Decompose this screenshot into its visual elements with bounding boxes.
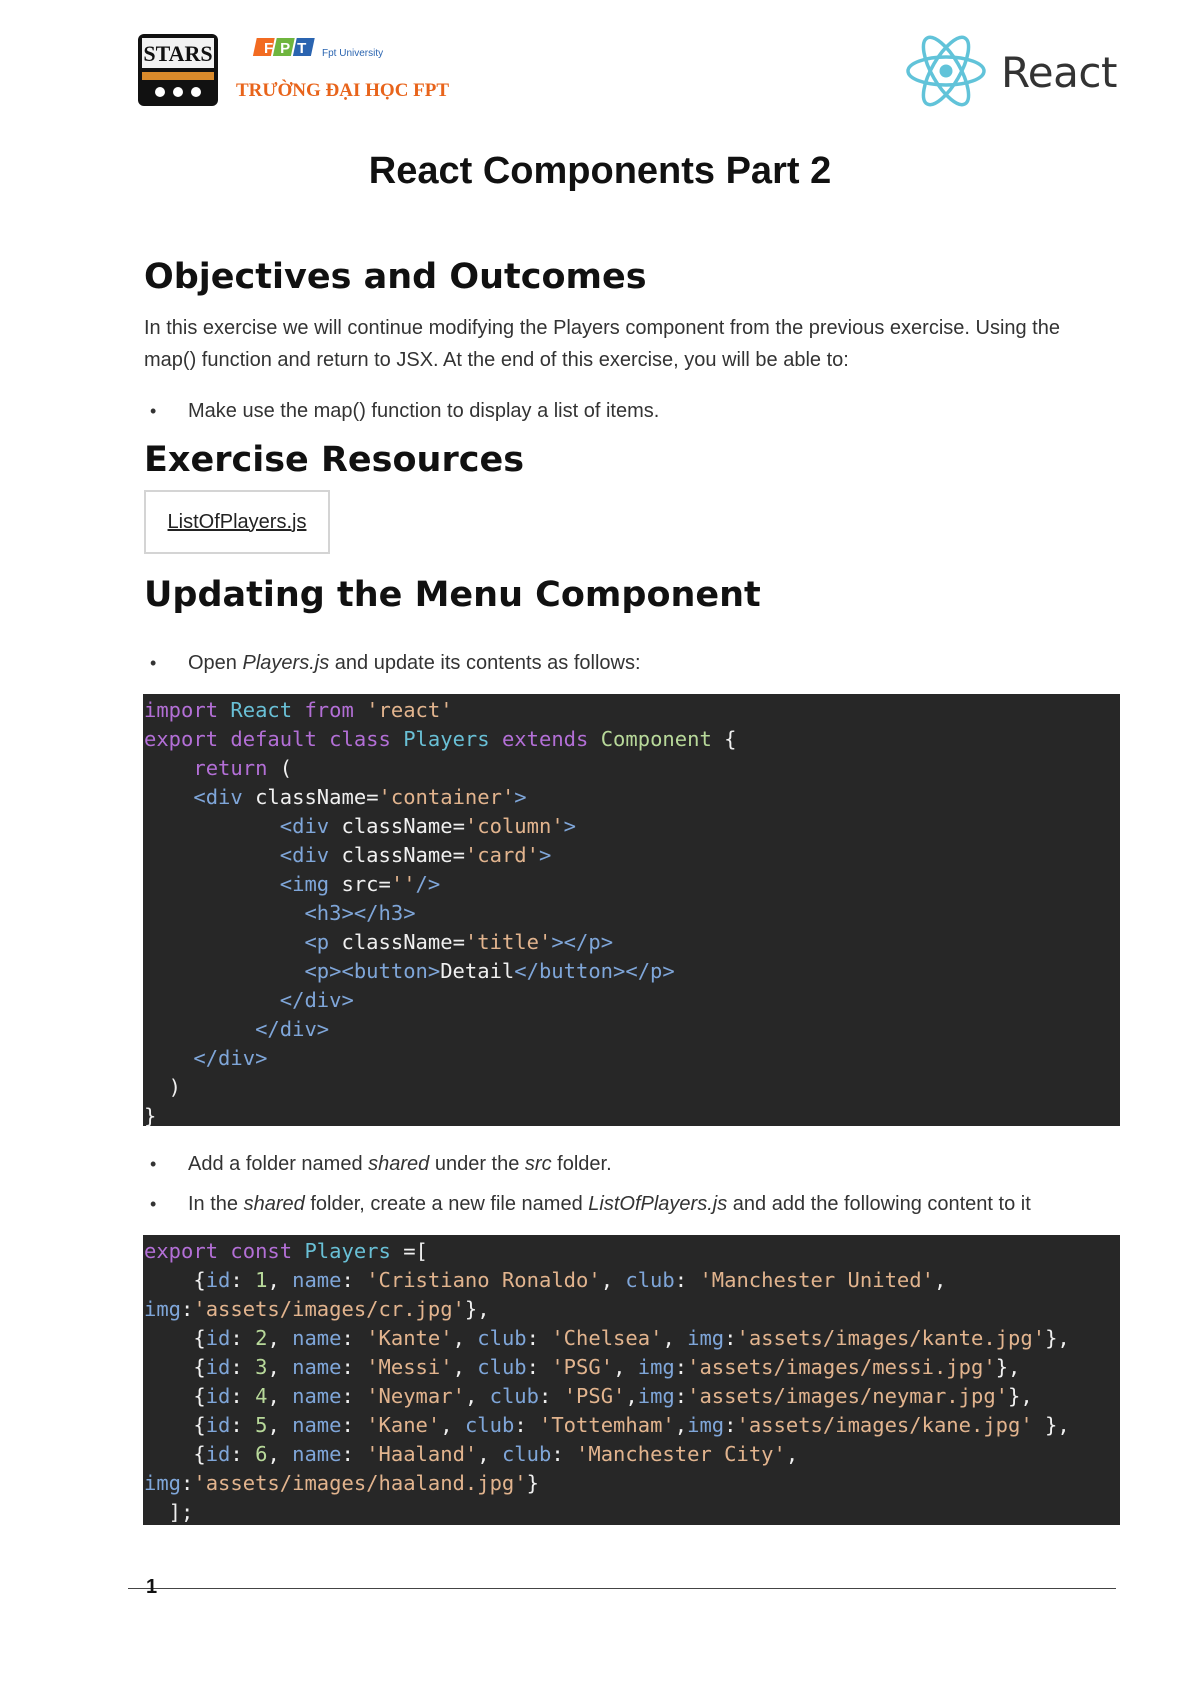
code-token: { [711, 727, 737, 751]
code-token: <div [193, 785, 243, 809]
code-token: </div> [279, 988, 354, 1012]
code-token: , [267, 1268, 293, 1292]
code-token: }, [1045, 1326, 1070, 1350]
code-line [144, 1324, 1120, 1353]
code-token [490, 727, 502, 751]
code-line [144, 1382, 1120, 1411]
bullet-text: folder. [557, 1153, 612, 1175]
code-token: , [933, 1268, 947, 1292]
code-token: }, [995, 1355, 1021, 1379]
code-token [144, 814, 280, 838]
code-token: = [452, 930, 465, 954]
code-token: img [687, 1326, 725, 1350]
code-token: , [785, 1442, 799, 1466]
code-token: , [452, 1355, 478, 1379]
code-token: 'assets/images/cr.jpg' [193, 1297, 465, 1321]
code-token [292, 698, 304, 722]
code-token: ></p> [551, 930, 614, 954]
code-token [144, 872, 280, 896]
code-token [588, 727, 600, 751]
page-number: 1 [146, 1576, 158, 1598]
bullet-icon: • [150, 1154, 157, 1174]
code-token: img [144, 1471, 182, 1495]
code-token: , [267, 1413, 293, 1437]
footer-divider [128, 1588, 1116, 1589]
code-line [144, 928, 1120, 957]
code-token: }, [464, 1297, 490, 1321]
open-file-bullet [150, 652, 641, 675]
code-token: 'Cristiano Ronaldo' [366, 1268, 601, 1292]
code-token [144, 1017, 255, 1041]
code-token: 'assets/images/neymar.jpg' [687, 1384, 1009, 1408]
code-token: }, [1032, 1413, 1070, 1437]
code-line [144, 1044, 1120, 1073]
code-token: : [230, 1442, 256, 1466]
code-token: id [205, 1384, 231, 1408]
code-token: { [144, 1268, 206, 1292]
code-token: 1 [255, 1268, 268, 1292]
code-token: > [563, 814, 577, 838]
code-token: , [674, 1413, 688, 1437]
code-token: img [687, 1413, 725, 1437]
folder-name: shared [368, 1153, 430, 1175]
code-token: from [304, 698, 354, 722]
objectives-bullet [150, 400, 659, 423]
code-token: , [464, 1384, 490, 1408]
code-token: , [625, 1384, 638, 1408]
code-token: class [329, 727, 391, 751]
code-token: , [600, 1268, 626, 1292]
code-token: 3 [255, 1355, 268, 1379]
code-token: : [674, 1384, 688, 1408]
code-token: club [489, 1384, 539, 1408]
code-token [329, 843, 341, 867]
code-token: : [724, 1326, 737, 1350]
code-token: { [144, 1413, 206, 1437]
code-token: : [341, 1355, 367, 1379]
code-token: 'assets/images/messi.jpg' [687, 1355, 996, 1379]
code-token: 'assets/images/kane.jpg' [736, 1413, 1033, 1437]
code-token: , [267, 1326, 293, 1350]
code-token: : [230, 1326, 256, 1350]
code-line [144, 1237, 1120, 1266]
code-line [144, 1498, 1120, 1527]
code-token: extends [501, 727, 589, 751]
code-token [317, 727, 329, 751]
code-token: : [230, 1384, 256, 1408]
svg-text:TRƯỜNG ĐẠI HỌC FPT: TRƯỜNG ĐẠI HỌC FPT [236, 80, 450, 101]
code-token: { [144, 1326, 206, 1350]
code-token [144, 988, 280, 1012]
code-token [218, 698, 230, 722]
list-of-players-code-block [143, 1235, 1120, 1525]
code-token: 'Manchester City' [576, 1442, 786, 1466]
bullet-text: folder, create a new file named [310, 1193, 583, 1215]
react-logo-text: React [1001, 48, 1117, 97]
code-token: default [230, 727, 317, 751]
code-token: , [440, 1413, 465, 1437]
code-token: : [539, 1384, 564, 1408]
objectives-paragraph [144, 312, 1124, 376]
code-token: export [144, 727, 219, 751]
code-line [144, 1411, 1120, 1440]
stars-logo [138, 34, 218, 106]
code-token: img [637, 1355, 675, 1379]
code-token: = [452, 814, 465, 838]
bullet-icon: • [150, 1194, 157, 1214]
code-token: id [205, 1355, 231, 1379]
code-token: 'PSG' [563, 1384, 626, 1408]
document-title: React Components Part 2 [368, 150, 832, 192]
code-token: 4 [255, 1384, 268, 1408]
code-token: { [144, 1442, 206, 1466]
code-line [144, 1469, 1120, 1498]
code-token: <p [304, 930, 330, 954]
code-token: : [341, 1442, 367, 1466]
code-token: id [205, 1268, 231, 1292]
react-atom-icon [903, 36, 989, 106]
code-token: }, [1008, 1384, 1033, 1408]
updating-heading: Updating the Menu Component [144, 575, 761, 615]
code-token [218, 727, 230, 751]
objectives-heading: Objectives and Outcomes [144, 257, 647, 297]
code-line [144, 696, 1120, 725]
code-token [144, 959, 304, 983]
code-token: name [292, 1355, 342, 1379]
code-token: 'title' [464, 930, 552, 954]
code-token [144, 785, 193, 809]
code-token: React [230, 698, 293, 722]
bullet-text: and update its contents as follows: [334, 652, 641, 674]
code-token: : [341, 1326, 367, 1350]
code-token: name [292, 1268, 342, 1292]
add-folder-bullet [150, 1153, 612, 1176]
fpt-university-logo [230, 32, 450, 108]
code-token: , [613, 1355, 638, 1379]
code-line [144, 870, 1120, 899]
code-token: : [724, 1413, 737, 1437]
code-token: 'PSG' [551, 1355, 614, 1379]
code-token [144, 930, 304, 954]
code-token: 'react' [366, 698, 453, 722]
code-token: : [526, 1355, 552, 1379]
code-token: export [144, 1239, 219, 1263]
code-token: id [205, 1442, 231, 1466]
code-token: 'Neymar' [366, 1384, 465, 1408]
code-token: <img [279, 872, 330, 896]
code-token: , [662, 1326, 688, 1350]
code-token: 6 [255, 1442, 268, 1466]
bullet-text: In the [188, 1193, 239, 1215]
code-token: className [341, 843, 453, 867]
code-token: ( [267, 756, 293, 780]
code-token: img [637, 1384, 675, 1408]
page-header [138, 30, 1118, 110]
code-token: : [341, 1268, 367, 1292]
code-token: return [193, 756, 268, 780]
code-token: name [292, 1413, 342, 1437]
code-token: </div> [193, 1046, 268, 1070]
code-token: </div> [255, 1017, 330, 1041]
code-token: = [452, 843, 465, 867]
code-token: 'Kane' [366, 1413, 441, 1437]
code-token [144, 1046, 193, 1070]
code-line [144, 783, 1120, 812]
objectives-paragraph-line1: In this exercise we will continue modifying the Players component from the previous exercise. Using the [144, 317, 1060, 339]
code-token: = [366, 785, 379, 809]
code-token: <p><button> [304, 959, 441, 983]
players-code-block [143, 694, 1120, 1126]
code-token: club [501, 1442, 552, 1466]
code-token: : [551, 1442, 577, 1466]
code-line [144, 986, 1120, 1015]
code-token: : [181, 1297, 194, 1321]
code-token: </button></p> [514, 959, 675, 983]
resource-attachment[interactable] [144, 490, 330, 554]
code-token [144, 901, 304, 925]
code-token: className [255, 785, 367, 809]
code-token: id [205, 1326, 231, 1350]
code-line [144, 1353, 1120, 1382]
code-token: club [625, 1268, 675, 1292]
code-token: : [230, 1355, 256, 1379]
code-token: name [292, 1442, 342, 1466]
code-line [144, 1102, 1120, 1131]
code-token [329, 872, 341, 896]
code-token: } [144, 1104, 157, 1128]
bullet-icon: • [150, 401, 157, 421]
code-token: img [144, 1297, 182, 1321]
code-token: : [341, 1413, 367, 1437]
objectives-bullet-text: Make use the map() function to display a list of items. [188, 400, 660, 422]
create-file-bullet [150, 1193, 1031, 1216]
code-token: 'Kante' [366, 1326, 453, 1350]
code-token: , [267, 1384, 293, 1408]
code-token: 'assets/images/haaland.jpg' [193, 1471, 527, 1495]
code-token: name [292, 1326, 342, 1350]
code-token: club [477, 1355, 527, 1379]
code-token: , [267, 1442, 293, 1466]
code-token [292, 1239, 304, 1263]
code-token: className [341, 930, 453, 954]
code-token: : [514, 1413, 539, 1437]
code-token: , [477, 1442, 502, 1466]
code-token: <div [279, 814, 330, 838]
code-token: const [230, 1239, 293, 1263]
code-token: import [144, 698, 219, 722]
code-token: 'Haaland' [366, 1442, 478, 1466]
code-token: club [464, 1413, 515, 1437]
code-line [144, 1295, 1120, 1324]
code-token: ]; [144, 1500, 194, 1524]
folder-name: src [524, 1153, 552, 1175]
bullet-text: Open [188, 652, 237, 674]
code-line [144, 1073, 1120, 1102]
code-token: : [526, 1326, 552, 1350]
code-token: > [538, 843, 552, 867]
code-token: 'container' [378, 785, 515, 809]
code-token: club [477, 1326, 527, 1350]
code-token: : [674, 1355, 688, 1379]
code-token: Component [600, 727, 712, 751]
code-token: : [230, 1413, 256, 1437]
react-logo [903, 36, 1118, 106]
code-token: > [514, 785, 527, 809]
code-token: name [292, 1384, 342, 1408]
code-token: <h3></h3> [304, 901, 416, 925]
resources-heading: Exercise Resources [144, 440, 525, 480]
code-token: className [341, 814, 453, 838]
code-token: 'column' [464, 814, 564, 838]
code-token: , [267, 1355, 293, 1379]
bullet-text: under the [434, 1153, 520, 1175]
code-token [329, 814, 341, 838]
file-name: ListOfPlayers.js [588, 1193, 728, 1215]
resource-file-link[interactable]: ListOfPlayers.js [167, 510, 307, 533]
folder-name: shared [243, 1193, 305, 1215]
code-token: 'Tottemham' [539, 1413, 675, 1437]
code-token: = [378, 872, 391, 896]
code-token: { [144, 1355, 206, 1379]
code-token [354, 698, 366, 722]
code-token [144, 843, 280, 867]
bullet-text: Add a folder named [188, 1153, 363, 1175]
code-token: <div [279, 843, 330, 867]
code-line [144, 957, 1120, 986]
code-token: Detail [440, 959, 515, 983]
code-token: : [181, 1471, 194, 1495]
code-line [144, 725, 1120, 754]
svg-text:FPT: FPT [264, 40, 314, 57]
code-token: : [674, 1268, 700, 1292]
bullet-text: and add the following content to it [732, 1193, 1031, 1215]
code-token: 5 [255, 1413, 268, 1437]
code-token: Players [304, 1239, 391, 1263]
code-token: 'Messi' [366, 1355, 453, 1379]
objectives-paragraph-line2: map() function and return to JSX. At the end of this exercise, you will be able to: [144, 349, 849, 371]
code-token: ) [144, 1075, 182, 1099]
code-line [144, 1266, 1120, 1295]
code-token [144, 756, 193, 780]
code-token: id [205, 1413, 231, 1437]
code-token: '' [390, 872, 416, 896]
code-token: 'card' [464, 843, 539, 867]
code-token [243, 785, 255, 809]
code-token: Players [403, 727, 490, 751]
code-token: 'Chelsea' [551, 1326, 663, 1350]
code-token: /> [415, 872, 441, 896]
code-token: 2 [255, 1326, 268, 1350]
code-token: : [230, 1268, 256, 1292]
code-line [144, 841, 1120, 870]
code-line [144, 1440, 1120, 1469]
code-token [329, 930, 341, 954]
bullet-icon: • [150, 653, 157, 673]
code-token: : [341, 1384, 367, 1408]
code-line [144, 899, 1120, 928]
code-token: { [144, 1384, 206, 1408]
code-token [391, 727, 403, 751]
svg-text:STARS: STARS [143, 41, 213, 66]
code-line [144, 1015, 1120, 1044]
code-token: 'Manchester United' [699, 1268, 934, 1292]
code-token: } [526, 1471, 539, 1495]
code-token: =[ [390, 1239, 428, 1263]
code-line [144, 812, 1120, 841]
code-token [218, 1239, 230, 1263]
svg-text:Fpt University: Fpt University [322, 48, 384, 59]
code-line [144, 754, 1120, 783]
code-token: , [452, 1326, 478, 1350]
code-token: src [341, 872, 379, 896]
file-name: Players.js [242, 652, 330, 674]
code-token: 'assets/images/kante.jpg' [736, 1326, 1046, 1350]
